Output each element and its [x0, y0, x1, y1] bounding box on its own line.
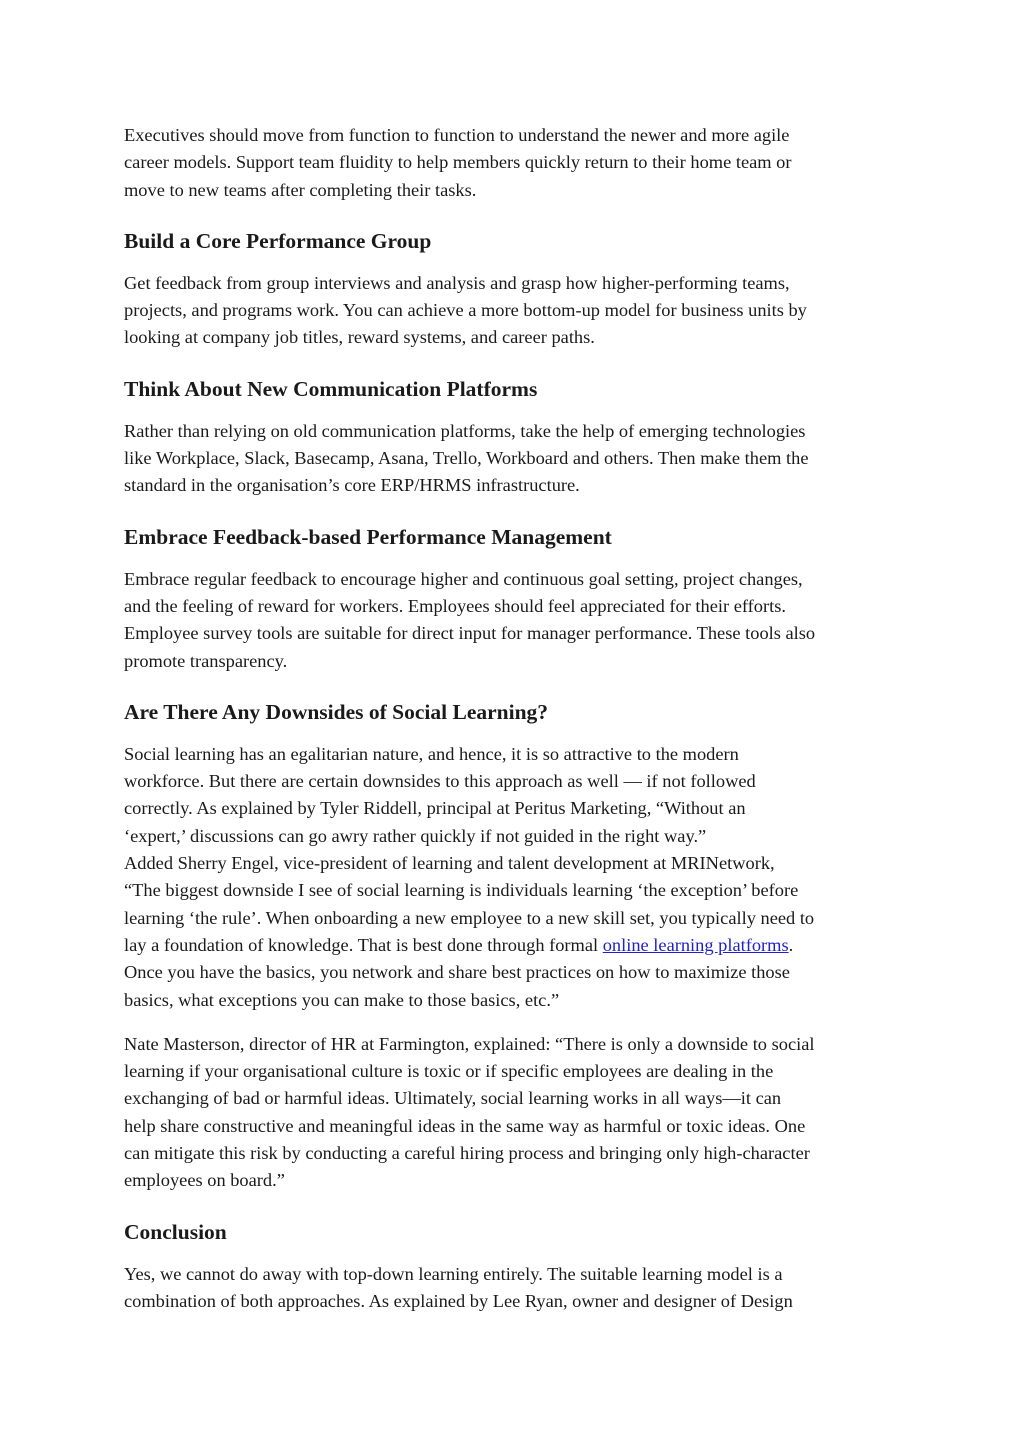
text-line: ‘expert,’ discussions can go awry rather quickly if not guided in the right way.”: [124, 825, 707, 846]
text-line: help share constructive and meaningful ideas in the same way as harmful or toxic ideas. One: [124, 1115, 806, 1136]
text-line: Get feedback from group interviews and analysis and grasp how higher-performing teams,: [124, 272, 790, 293]
heading-conclusion: Conclusion: [124, 1219, 227, 1244]
text-line: Employee survey tools are suitable for direct input for manager performance. These tools also: [124, 623, 816, 644]
text-line: “The biggest downside I see of social learning is individuals learning ‘the exception’ before: [124, 880, 799, 901]
conclusion-paragraph: [124, 1261, 914, 1316]
intro-paragraph: [124, 122, 914, 204]
online-learning-platforms-link[interactable]: online learning platforms: [602, 934, 789, 955]
text-line: Added Sherry Engel, vice-president of learning and talent development at MRINetwork,: [124, 853, 775, 874]
heading-downsides-social-learning: Are There Any Downsides of Social Learning?: [124, 699, 549, 724]
text-segment: .: [788, 934, 794, 955]
text-line: looking at company job titles, reward systems, and career paths.: [124, 327, 595, 348]
text-line: and the feeling of reward for workers. Employees should feel appreciated for their efforts.: [124, 595, 786, 616]
text-line: correctly. As explained by Tyler Riddell, principal at Peritus Marketing, “Without an: [124, 798, 746, 819]
text-line: Once you have the basics, you network and share best practices on how to maximize those: [124, 962, 790, 983]
text-line: projects, and programs work. You can achieve a more bottom-up model for business units by: [124, 300, 807, 321]
core-performance-paragraph: [124, 270, 914, 352]
heading-core-performance-group: Build a Core Performance Group: [124, 228, 432, 253]
heading-communication-platforms: Think About New Communication Platforms: [124, 376, 538, 401]
text-line: combination of both approaches. As explained by Lee Ryan, owner and designer of Design: [124, 1290, 793, 1311]
text-line: move to new teams after completing their tasks.: [124, 179, 477, 200]
feedback-paragraph: [124, 566, 914, 675]
text-line: employees on board.”: [124, 1170, 285, 1191]
text-line: career models. Support team fluidity to help members quickly return to their home team or: [124, 152, 792, 173]
text-line-with-link: [124, 932, 914, 959]
text-line: Yes, we cannot do away with top-down learning entirely. The suitable learning model is a: [124, 1263, 783, 1284]
text-line: basics, what exceptions you can make to those basics, etc.”: [124, 989, 560, 1010]
text-line: learning if your organisational culture is toxic or if specific employees are dealing in the: [124, 1061, 774, 1082]
text-line: learning ‘the rule’. When onboarding a new employee to a new skill set, you typically need to: [124, 907, 815, 928]
heading-feedback-management: Embrace Feedback-based Performance Management: [124, 524, 612, 549]
communication-paragraph: [124, 418, 914, 500]
text-line: can mitigate this risk by conducting a careful hiring process and bringing only high-character: [124, 1143, 810, 1164]
document-page: [124, 122, 914, 1315]
nate-masterson-paragraph: [124, 1031, 914, 1195]
text-line: like Workplace, Slack, Basecamp, Asana, Trello, Workboard and others. Then make them the: [124, 448, 809, 469]
text-line: Rather than relying on old communication platforms, take the help of emerging technologies: [124, 420, 806, 441]
text-segment: lay a foundation of knowledge. That is best done through formal: [124, 934, 603, 955]
text-line: Executives should move from function to function to understand the newer and more agile: [124, 125, 790, 145]
text-line: Embrace regular feedback to encourage higher and continuous goal setting, project changes,: [124, 568, 803, 589]
downsides-paragraph: [124, 741, 914, 1014]
text-line: promote transparency.: [124, 650, 288, 671]
text-line: exchanging of bad or harmful ideas. Ultimately, social learning works in all ways—it can: [124, 1088, 782, 1109]
text-line: standard in the organisation’s core ERP/HRMS infrastructure.: [124, 475, 580, 496]
text-line: Social learning has an egalitarian nature, and hence, it is so attractive to the modern: [124, 743, 739, 764]
text-line: workforce. But there are certain downsides to this approach as well — if not followed: [124, 771, 756, 792]
text-line: Nate Masterson, director of HR at Farmington, explained: “There is only a downside to social: [124, 1033, 815, 1054]
